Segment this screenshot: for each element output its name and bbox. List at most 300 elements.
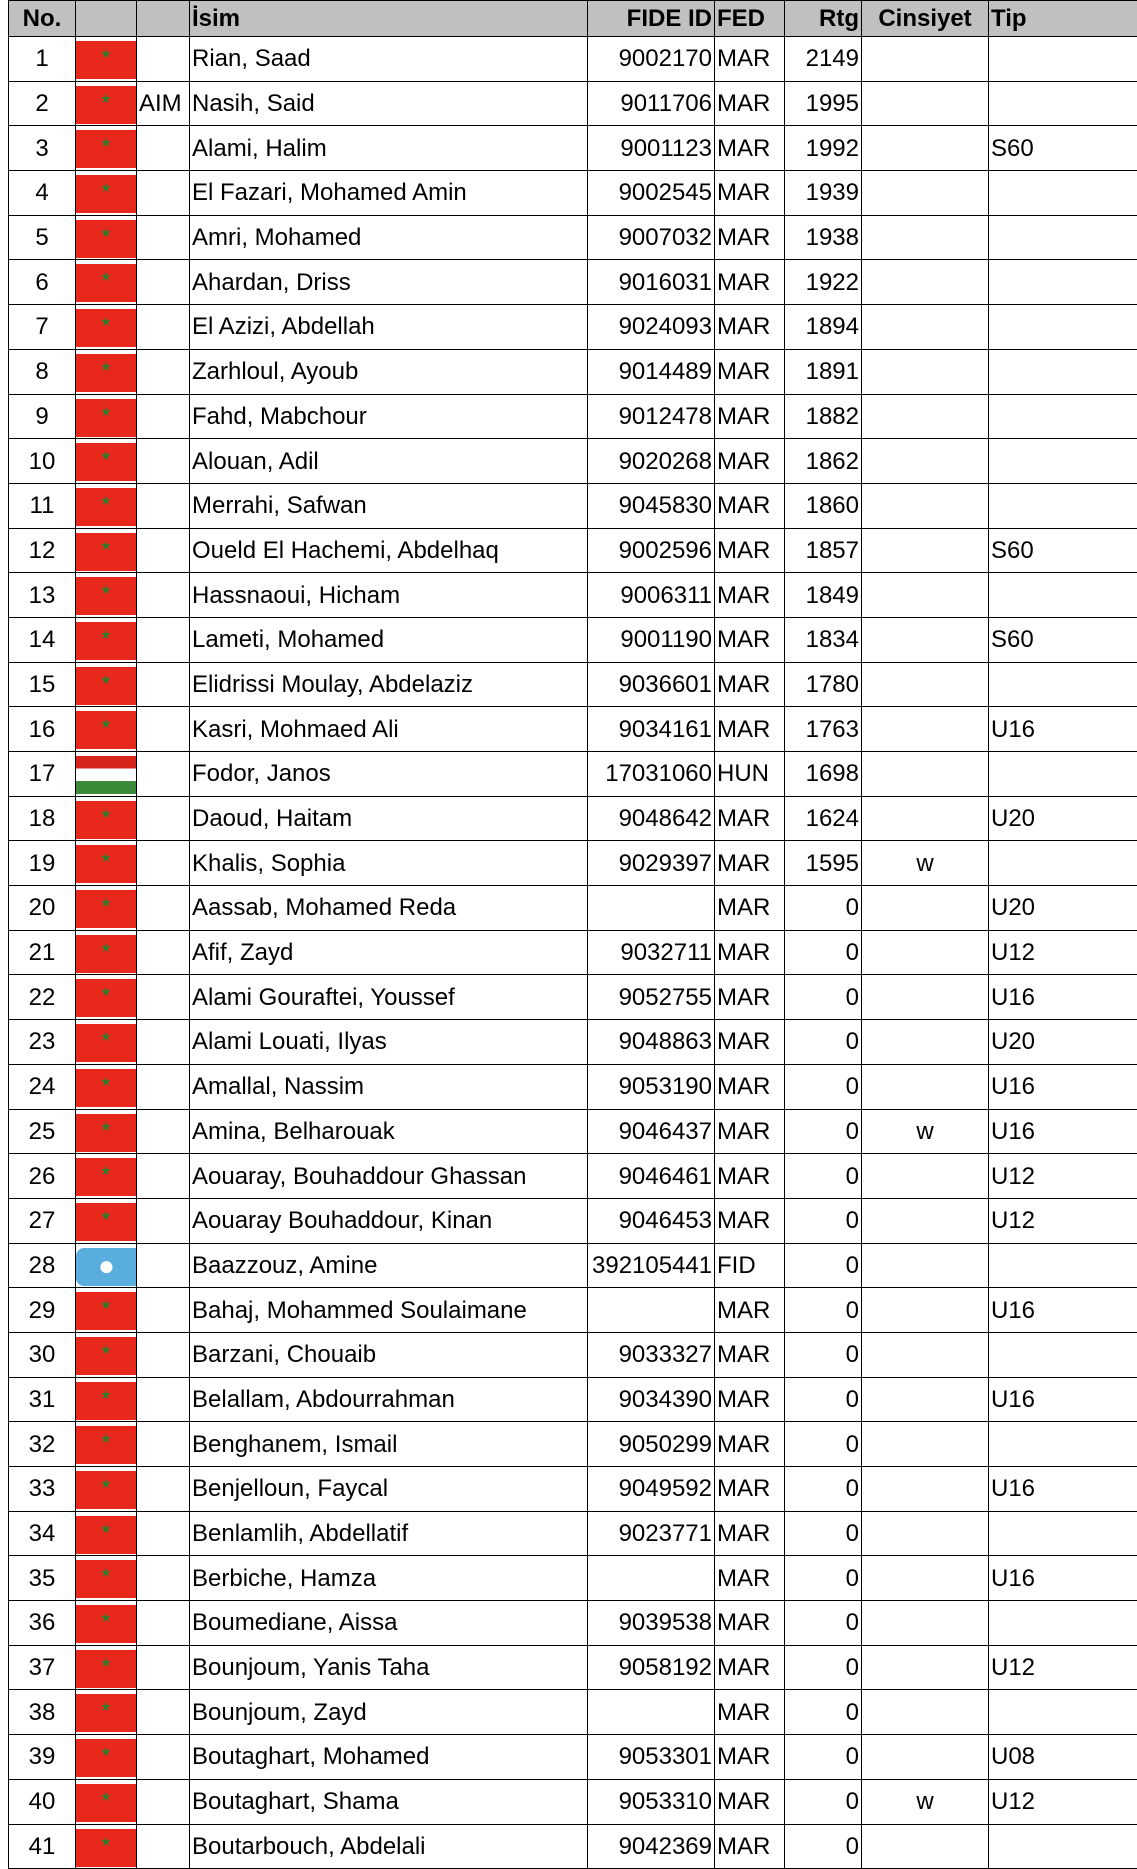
player-rtg: 1938 xyxy=(785,215,862,260)
player-rtg: 1857 xyxy=(785,528,862,573)
table-row[interactable] xyxy=(9,662,1137,707)
player-rtg: 0 xyxy=(785,1824,862,1869)
header-sex[interactable]: Cinsiyet xyxy=(862,1,989,37)
mar-flag-icon xyxy=(76,220,137,258)
player-fed: MAR xyxy=(715,1064,785,1109)
player-rtg: 0 xyxy=(785,1064,862,1109)
table-row[interactable] xyxy=(9,1064,1137,1109)
player-fed: MAR xyxy=(715,260,785,305)
player-no: 20 xyxy=(9,886,76,931)
player-fide-id: 9034390 xyxy=(588,1377,715,1422)
mar-flag-icon xyxy=(76,1158,137,1196)
mar-flag-icon xyxy=(76,41,137,79)
player-title xyxy=(137,975,190,1020)
table-row[interactable] xyxy=(9,528,1137,573)
player-title xyxy=(137,1735,190,1780)
player-rtg: 0 xyxy=(785,886,862,931)
player-fide-id xyxy=(588,1690,715,1735)
player-rtg: 1995 xyxy=(785,81,862,126)
player-no: 39 xyxy=(9,1735,76,1780)
table-row[interactable] xyxy=(9,752,1137,797)
player-type: S60 xyxy=(989,126,1137,171)
player-fide-id: 9050299 xyxy=(588,1422,715,1467)
player-title xyxy=(137,752,190,797)
mar-flag-icon xyxy=(76,264,137,302)
player-sex xyxy=(862,394,989,439)
player-type xyxy=(989,1601,1137,1646)
player-fide-id: 9020268 xyxy=(588,439,715,484)
player-sex xyxy=(862,930,989,975)
table-row[interactable] xyxy=(9,1467,1137,1512)
player-no: 13 xyxy=(9,573,76,618)
player-no: 33 xyxy=(9,1467,76,1512)
player-name: Aouaray, Bouhaddour Ghassan xyxy=(190,1154,588,1199)
player-sex xyxy=(862,662,989,707)
table-row[interactable] xyxy=(9,1824,1137,1869)
player-type: S60 xyxy=(989,528,1137,573)
table-row[interactable] xyxy=(9,1332,1137,1377)
player-flag xyxy=(76,1467,137,1512)
player-fide-id: 9042369 xyxy=(588,1824,715,1869)
player-sex xyxy=(862,126,989,171)
table-row[interactable] xyxy=(9,394,1137,439)
player-type xyxy=(989,1243,1137,1288)
player-sex xyxy=(862,796,989,841)
player-type xyxy=(989,573,1137,618)
player-no: 27 xyxy=(9,1198,76,1243)
player-name: Ahardan, Driss xyxy=(190,260,588,305)
player-sex xyxy=(862,305,989,350)
table-row[interactable] xyxy=(9,439,1137,484)
player-rtg: 0 xyxy=(785,1020,862,1065)
player-fed: MAR xyxy=(715,1645,785,1690)
mar-flag-icon xyxy=(76,845,137,883)
player-fed: MAR xyxy=(715,1467,785,1512)
player-fed: MAR xyxy=(715,1288,785,1333)
player-no: 31 xyxy=(9,1377,76,1422)
player-fed: MAR xyxy=(715,1154,785,1199)
table-row[interactable] xyxy=(9,617,1137,662)
player-flag xyxy=(76,1735,137,1780)
player-fed: MAR xyxy=(715,305,785,350)
mar-flag-icon xyxy=(76,1292,137,1330)
player-name: Boutaghart, Shama xyxy=(190,1779,588,1824)
mar-flag-icon xyxy=(76,1694,137,1732)
player-no: 24 xyxy=(9,1064,76,1109)
header-title[interactable] xyxy=(137,1,190,37)
player-sex xyxy=(862,1601,989,1646)
mar-flag-icon xyxy=(76,354,137,392)
player-no: 29 xyxy=(9,1288,76,1333)
player-fed: MAR xyxy=(715,1601,785,1646)
player-type: U12 xyxy=(989,1198,1137,1243)
player-title xyxy=(137,394,190,439)
mar-flag-icon xyxy=(76,890,137,928)
player-title xyxy=(137,483,190,528)
table-row[interactable] xyxy=(9,930,1137,975)
player-type xyxy=(989,1422,1137,1467)
player-fide-id: 9039538 xyxy=(588,1601,715,1646)
player-no: 6 xyxy=(9,260,76,305)
player-type: U12 xyxy=(989,1154,1137,1199)
player-type: U16 xyxy=(989,975,1137,1020)
player-no: 12 xyxy=(9,528,76,573)
player-name: Khalis, Sophia xyxy=(190,841,588,886)
player-fide-id: 9053310 xyxy=(588,1779,715,1824)
player-sex xyxy=(862,975,989,1020)
player-no: 10 xyxy=(9,439,76,484)
player-sex xyxy=(862,1467,989,1512)
mar-flag-icon xyxy=(76,1560,137,1598)
table-row[interactable] xyxy=(9,1645,1137,1690)
player-title xyxy=(137,662,190,707)
player-no: 32 xyxy=(9,1422,76,1467)
player-fide-id: 9029397 xyxy=(588,841,715,886)
player-fed: MAR xyxy=(715,1377,785,1422)
mar-flag-icon xyxy=(76,1382,137,1420)
player-name: Elidrissi Moulay, Abdelaziz xyxy=(190,662,588,707)
player-fed: MAR xyxy=(715,528,785,573)
player-no: 4 xyxy=(9,171,76,216)
mar-flag-icon xyxy=(76,1739,137,1777)
player-name: Boutaghart, Mohamed xyxy=(190,1735,588,1780)
player-title xyxy=(137,707,190,752)
player-sex xyxy=(862,349,989,394)
table-row[interactable] xyxy=(9,1690,1137,1735)
player-fed: MAR xyxy=(715,975,785,1020)
player-fide-id: 9048863 xyxy=(588,1020,715,1065)
player-fide-id: 9006311 xyxy=(588,573,715,618)
table-row[interactable] xyxy=(9,1288,1137,1333)
player-name: Berbiche, Hamza xyxy=(190,1556,588,1601)
player-no: 5 xyxy=(9,215,76,260)
player-sex xyxy=(862,573,989,618)
player-name: Amallal, Nassim xyxy=(190,1064,588,1109)
player-name: El Azizi, Abdellah xyxy=(190,305,588,350)
mar-flag-icon xyxy=(76,1426,137,1464)
table-row[interactable] xyxy=(9,1243,1137,1288)
player-flag xyxy=(76,1377,137,1422)
player-name: Benlamlih, Abdellatif xyxy=(190,1511,588,1556)
player-rtg: 0 xyxy=(785,1422,862,1467)
player-flag xyxy=(76,1824,137,1869)
player-flag xyxy=(76,796,137,841)
player-title xyxy=(137,1377,190,1422)
player-no: 30 xyxy=(9,1332,76,1377)
player-name: Alami, Halim xyxy=(190,126,588,171)
table-row[interactable] xyxy=(9,1556,1137,1601)
player-flag xyxy=(76,1511,137,1556)
player-fide-id: 9034161 xyxy=(588,707,715,752)
player-rtg: 0 xyxy=(785,1779,862,1824)
mar-flag-icon xyxy=(76,175,137,213)
player-name: Alami Gouraftei, Youssef xyxy=(190,975,588,1020)
player-fed: MAR xyxy=(715,81,785,126)
player-flag xyxy=(76,573,137,618)
player-flag xyxy=(76,1690,137,1735)
player-fed: MAR xyxy=(715,483,785,528)
table-row[interactable] xyxy=(9,1601,1137,1646)
mar-flag-icon xyxy=(76,979,137,1017)
mar-flag-icon xyxy=(76,622,137,660)
player-fide-id: 9001123 xyxy=(588,126,715,171)
table-row[interactable] xyxy=(9,1735,1137,1780)
mar-flag-icon xyxy=(76,801,137,839)
player-flag xyxy=(76,349,137,394)
player-title xyxy=(137,171,190,216)
player-sex xyxy=(862,707,989,752)
player-no: 35 xyxy=(9,1556,76,1601)
player-rtg: 1922 xyxy=(785,260,862,305)
player-type: S60 xyxy=(989,617,1137,662)
player-title xyxy=(137,439,190,484)
player-flag xyxy=(76,1645,137,1690)
table-row[interactable] xyxy=(9,1511,1137,1556)
player-name: Bounjoum, Zayd xyxy=(190,1690,588,1735)
player-flag xyxy=(76,930,137,975)
table-row[interactable] xyxy=(9,1422,1137,1467)
player-name: Amri, Mohamed xyxy=(190,215,588,260)
header-type[interactable]: Tip xyxy=(989,1,1137,37)
player-sex xyxy=(862,215,989,260)
player-fed: MAR xyxy=(715,349,785,394)
player-name: Aouaray Bouhaddour, Kinan xyxy=(190,1198,588,1243)
player-name: Belallam, Abdourrahman xyxy=(190,1377,588,1422)
table-row[interactable] xyxy=(9,483,1137,528)
mar-flag-icon xyxy=(76,1829,137,1867)
table-row[interactable] xyxy=(9,1198,1137,1243)
player-rtg: 1763 xyxy=(785,707,862,752)
player-type xyxy=(989,483,1137,528)
table-row[interactable] xyxy=(9,1779,1137,1824)
player-title xyxy=(137,930,190,975)
player-name: Aassab, Mohamed Reda xyxy=(190,886,588,931)
player-rtg: 1849 xyxy=(785,573,862,618)
player-fed: MAR xyxy=(715,1109,785,1154)
player-rtg: 0 xyxy=(785,1556,862,1601)
player-fide-id: 9016031 xyxy=(588,260,715,305)
player-title xyxy=(137,886,190,931)
player-fed: MAR xyxy=(715,930,785,975)
table-row[interactable] xyxy=(9,1020,1137,1065)
player-title xyxy=(137,1422,190,1467)
player-title xyxy=(137,573,190,618)
player-fed: MAR xyxy=(715,1332,785,1377)
player-type: U16 xyxy=(989,1064,1137,1109)
player-type: U20 xyxy=(989,886,1137,931)
header-no[interactable]: No. xyxy=(9,1,76,37)
player-fed: MAR xyxy=(715,126,785,171)
player-rtg: 0 xyxy=(785,975,862,1020)
player-rtg: 1939 xyxy=(785,171,862,216)
table-row[interactable] xyxy=(9,573,1137,618)
player-rtg: 0 xyxy=(785,1601,862,1646)
table-row[interactable] xyxy=(9,171,1137,216)
player-name: Benghanem, Ismail xyxy=(190,1422,588,1467)
player-no: 25 xyxy=(9,1109,76,1154)
player-sex xyxy=(862,1020,989,1065)
table-row[interactable] xyxy=(9,975,1137,1020)
player-type xyxy=(989,81,1137,126)
player-type xyxy=(989,394,1137,439)
player-fed: MAR xyxy=(715,707,785,752)
player-no: 34 xyxy=(9,1511,76,1556)
player-title xyxy=(137,1511,190,1556)
player-name: Bounjoum, Yanis Taha xyxy=(190,1645,588,1690)
table-row[interactable] xyxy=(9,1154,1137,1199)
player-type xyxy=(989,1690,1137,1735)
mar-flag-icon xyxy=(76,86,137,124)
player-title xyxy=(137,1332,190,1377)
player-sex xyxy=(862,1243,989,1288)
player-sex xyxy=(862,483,989,528)
player-rtg: 2149 xyxy=(785,37,862,82)
mar-flag-icon xyxy=(76,935,137,973)
player-fide-id: 9049592 xyxy=(588,1467,715,1512)
table-row[interactable] xyxy=(9,305,1137,350)
mar-flag-icon xyxy=(76,577,137,615)
header-rtg[interactable]: Rtg xyxy=(785,1,862,37)
player-title xyxy=(137,1556,190,1601)
table-row[interactable] xyxy=(9,37,1137,82)
player-fide-id: 9023771 xyxy=(588,1511,715,1556)
player-type: U08 xyxy=(989,1735,1137,1780)
player-type xyxy=(989,305,1137,350)
player-fed: MAR xyxy=(715,171,785,216)
player-fed: MAR xyxy=(715,1556,785,1601)
player-name: Boutarbouch, Abdelali xyxy=(190,1824,588,1869)
table-row[interactable] xyxy=(9,707,1137,752)
table-row[interactable] xyxy=(9,1377,1137,1422)
player-flag xyxy=(76,1288,137,1333)
player-title xyxy=(137,215,190,260)
player-type: U16 xyxy=(989,1288,1137,1333)
player-sex xyxy=(862,1154,989,1199)
player-type xyxy=(989,171,1137,216)
player-no: 11 xyxy=(9,483,76,528)
hun-flag-icon xyxy=(76,756,137,794)
player-type: U12 xyxy=(989,1645,1137,1690)
player-rtg: 1595 xyxy=(785,841,862,886)
player-flag xyxy=(76,260,137,305)
table-row[interactable] xyxy=(9,1109,1137,1154)
player-flag xyxy=(76,886,137,931)
player-fide-id: 9007032 xyxy=(588,215,715,260)
player-rtg: 1992 xyxy=(785,126,862,171)
table-row[interactable] xyxy=(9,215,1137,260)
player-name: Alami Louati, Ilyas xyxy=(190,1020,588,1065)
player-name: Merrahi, Safwan xyxy=(190,483,588,528)
table-row[interactable] xyxy=(9,886,1137,931)
table-row[interactable] xyxy=(9,349,1137,394)
player-sex xyxy=(862,439,989,484)
fid-flag-icon xyxy=(76,1248,137,1286)
player-type: U16 xyxy=(989,1467,1137,1512)
player-rtg: 0 xyxy=(785,1467,862,1512)
table-row[interactable] xyxy=(9,260,1137,305)
player-type xyxy=(989,439,1137,484)
player-flag xyxy=(76,1601,137,1646)
player-flag xyxy=(76,1154,137,1199)
player-no: 1 xyxy=(9,37,76,82)
player-sex xyxy=(862,171,989,216)
player-fed: MAR xyxy=(715,215,785,260)
player-title: AIM xyxy=(137,81,190,126)
player-fed: HUN xyxy=(715,752,785,797)
header-name[interactable]: İsim xyxy=(190,1,588,37)
mar-flag-icon xyxy=(76,533,137,571)
player-name: Fodor, Janos xyxy=(190,752,588,797)
player-list-table xyxy=(8,0,1137,1869)
player-type: U20 xyxy=(989,1020,1137,1065)
player-fed: MAR xyxy=(715,617,785,662)
player-sex xyxy=(862,1645,989,1690)
player-title xyxy=(137,1020,190,1065)
table-row[interactable] xyxy=(9,81,1137,126)
player-fed: MAR xyxy=(715,796,785,841)
player-fide-id: 9002545 xyxy=(588,171,715,216)
player-fide-id: 9046461 xyxy=(588,1154,715,1199)
player-fide-id: 9048642 xyxy=(588,796,715,841)
player-no: 9 xyxy=(9,394,76,439)
table-body xyxy=(9,37,1137,1869)
player-sex xyxy=(862,81,989,126)
player-type: U20 xyxy=(989,796,1137,841)
header-fed[interactable]: FED xyxy=(715,1,785,37)
header-fide-id[interactable]: FIDE ID xyxy=(588,1,715,37)
player-title xyxy=(137,1690,190,1735)
table-row[interactable] xyxy=(9,796,1137,841)
player-title xyxy=(137,37,190,82)
player-no: 15 xyxy=(9,662,76,707)
player-title xyxy=(137,1243,190,1288)
player-sex xyxy=(862,1377,989,1422)
player-type xyxy=(989,37,1137,82)
player-title xyxy=(137,349,190,394)
player-flag xyxy=(76,215,137,260)
table-row[interactable] xyxy=(9,126,1137,171)
player-fed: MAR xyxy=(715,841,785,886)
mar-flag-icon xyxy=(76,1471,137,1509)
mar-flag-icon xyxy=(76,1650,137,1688)
player-type: U16 xyxy=(989,707,1137,752)
player-flag xyxy=(76,439,137,484)
player-fed: MAR xyxy=(715,1690,785,1735)
player-fed: MAR xyxy=(715,886,785,931)
player-sex: w xyxy=(862,841,989,886)
player-sex xyxy=(862,1511,989,1556)
player-fed: MAR xyxy=(715,573,785,618)
player-name: El Fazari, Mohamed Amin xyxy=(190,171,588,216)
player-fed: MAR xyxy=(715,1824,785,1869)
player-no: 17 xyxy=(9,752,76,797)
table-row[interactable] xyxy=(9,841,1137,886)
player-type: U16 xyxy=(989,1556,1137,1601)
mar-flag-icon xyxy=(76,309,137,347)
player-rtg: 0 xyxy=(785,930,862,975)
player-type xyxy=(989,1332,1137,1377)
header-flag[interactable] xyxy=(76,1,137,37)
player-name: Lameti, Mohamed xyxy=(190,617,588,662)
player-name: Hassnaoui, Hicham xyxy=(190,573,588,618)
player-flag xyxy=(76,1109,137,1154)
player-fed: MAR xyxy=(715,37,785,82)
player-rtg: 0 xyxy=(785,1288,862,1333)
player-flag xyxy=(76,707,137,752)
mar-flag-icon xyxy=(76,1114,137,1152)
player-type xyxy=(989,841,1137,886)
player-sex xyxy=(862,752,989,797)
